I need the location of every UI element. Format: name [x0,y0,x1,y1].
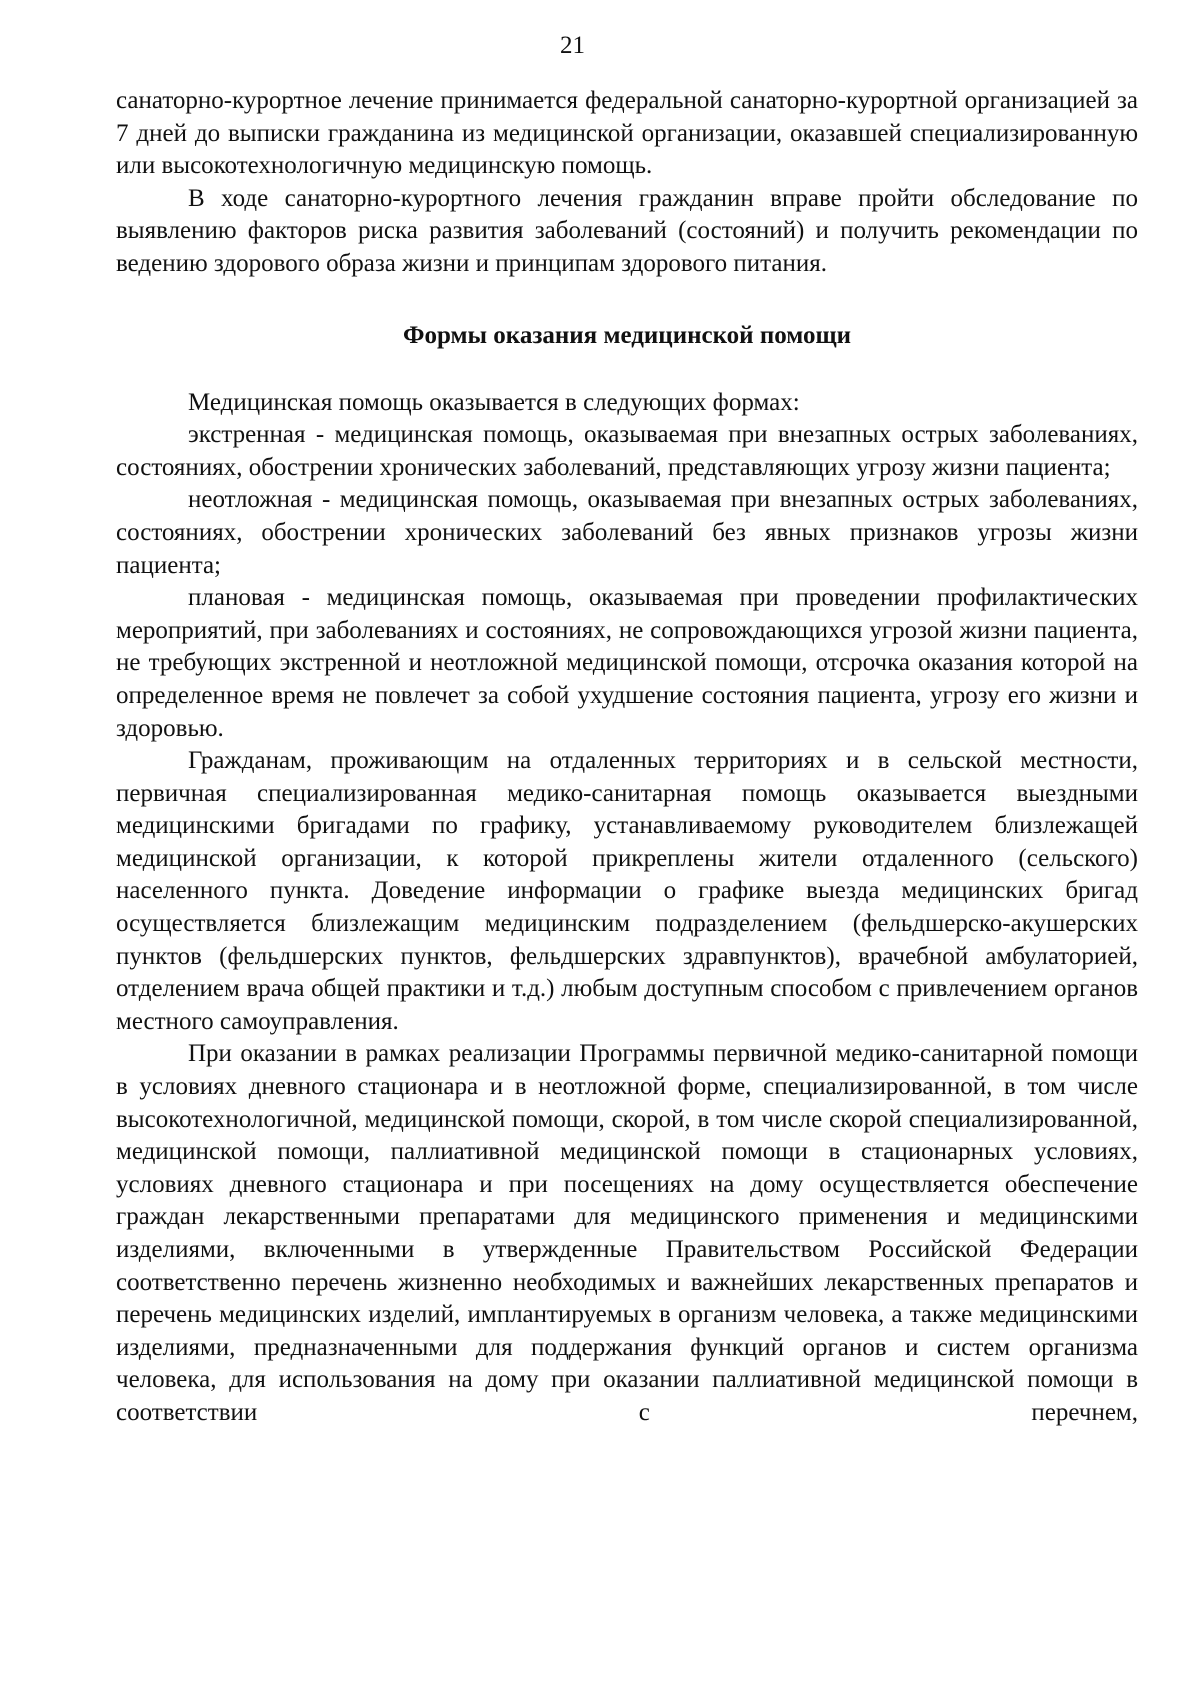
paragraph: Гражданам, проживающим на отдаленных территориях и в сельской местности, первичная специализированная медико-санитарная помощь оказывается выездными медицинскими бригадами по графику, устанавливаемому руководителем близлежащей медицинской организации, к которой прикреплены жители отдаленного (сельского) населенного пункта. Доведение информации о графике выезда медицинских бригад осуществляется близлежащим медицинским подразделением (фельдшерско-акушерских пунктов (фельдшерских пунктов, фельдшерских здравпунктов), врачебной амбулаторией, отделением врача общей практики и т.д.) любым доступным способом с привлечением органов местного самоуправления. [116,747,1138,1035]
paragraph: Медицинская помощь оказывается в следующих формах: [188,388,800,416]
page-number: 21 [560,32,585,59]
paragraph: экстренная - медицинская помощь, оказываемая при внезапных острых заболеваниях, состояниях, обострении хронических заболеваний, представляющих угрозу жизни пациента; [116,421,1138,481]
paragraph: неотложная - медицинская помощь, оказываемая при внезапных острых заболеваниях, состояниях, обострении хронических заболеваний без явных признаков угрозы жизни пациента; [116,486,1138,579]
paragraph: санаторно-курортное лечение принимается федеральной санаторно-курортной организацией за 7 дней до выписки гражданина из медицинской организации, оказавшей специализированную или высокотехнологичную медицинскую помощь. [116,87,1138,180]
paragraph: плановая - медицинская помощь, оказываемая при проведении профилактических мероприятий, при заболеваниях и состояниях, не сопровождающихся угрозой жизни пациента, не требующих экстренной и неотложной медицинской помощи, отсрочка оказания которой на определенное время не повлечет за собой ухудшение состояния пациента, угрозу его жизни и здоровью. [116,584,1138,742]
paragraph: При оказании в рамках реализации Программы первичной медико-санитарной помощи в условиях дневного стационара и в неотложной форме, специализированной, в том числе высокотехнологичной, медицинской помощи, скорой, в том числе скорой специализированной, медицинской помощи, паллиативной медицинской помощи в стационарных условиях, условиях дневного стационара и при посещениях на дому осуществляется обеспечение граждан лекарственными препаратами для медицинского применения и медицинскими изделиями, включенными в утвержденные Правительством Российской Федерации соответственно перечень жизненно необходимых и важнейших лекарственных препаратов и перечень медицинских изделий, имплантируемых в организм человека, а также медицинскими изделиями, предназначенными для поддержания функций органов и систем организма человека, для использования на дому при оказании паллиативной медицинской помощи в соответствии с перечнем, [116,1040,1138,1426]
document-body [116,85,1138,1430]
section-heading: Формы оказания медицинской помощи [403,321,851,349]
paragraph: В ходе санаторно-курортного лечения гражданин вправе пройти обследование по выявлению факторов риска развития заболеваний (состояний) и получить рекомендации по ведению здорового образа жизни и принципам здорового питания. [116,184,1138,277]
